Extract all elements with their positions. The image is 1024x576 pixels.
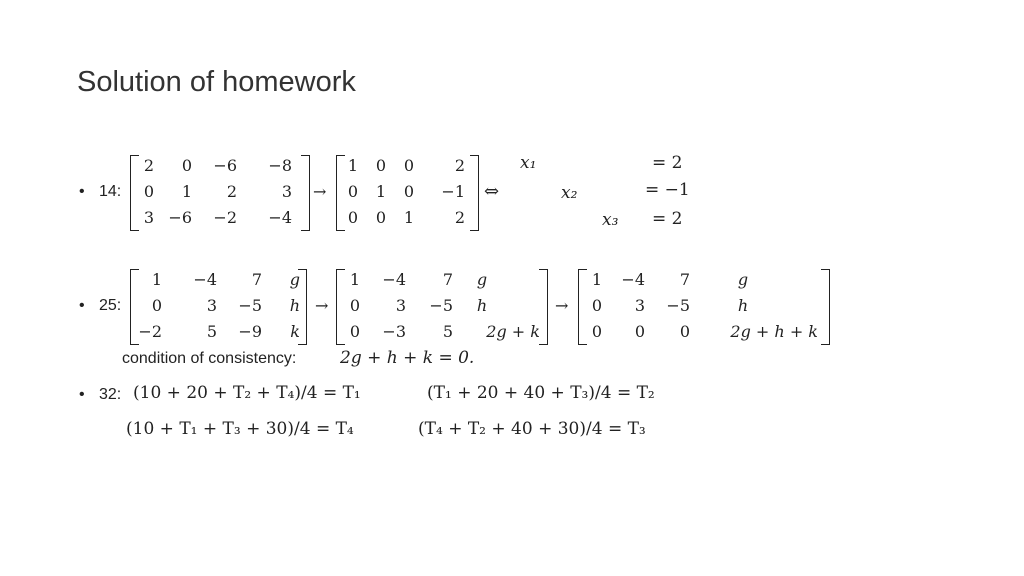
- matrix-cell: −6: [168, 208, 192, 227]
- matrix-cell: 1: [181, 182, 192, 201]
- matrix-cell: −5: [238, 296, 262, 315]
- matrix-cell: 2g + k: [486, 322, 540, 341]
- eq-x1: = 2: [652, 153, 683, 173]
- matrix-cell: h: [289, 296, 300, 315]
- matrix-cell: −5: [666, 296, 690, 315]
- eq-x3: = 2: [652, 209, 683, 229]
- matrix-cell: 3: [206, 296, 217, 315]
- matrix-cell: 1: [403, 208, 414, 227]
- var-x1: x₁: [520, 153, 537, 173]
- matrix-cell: 0: [347, 208, 358, 227]
- matrix-cell: k: [290, 322, 300, 341]
- arrow-25-1: →: [315, 296, 329, 315]
- matrix-cell: 2: [454, 208, 465, 227]
- matrix-cell: g: [737, 270, 749, 289]
- matrix-cell: 0: [634, 322, 645, 341]
- matrix-cell: −4: [193, 270, 217, 289]
- matrix-cell: 3: [395, 296, 406, 315]
- matrix-cell: −8: [268, 156, 292, 175]
- label-32: 32:: [99, 386, 122, 403]
- matrix-cell: 2g + h + k: [730, 322, 818, 341]
- matrix-cell: 0: [349, 322, 360, 341]
- matrix-cell: 0: [403, 182, 414, 201]
- matrix-cell: −9: [238, 322, 262, 341]
- bullet-14: •: [79, 183, 85, 200]
- matrix-cell: 0: [679, 322, 690, 341]
- matrix-cell: 2: [226, 182, 237, 201]
- matrix-cell: −4: [382, 270, 406, 289]
- matrix-cell: 5: [206, 322, 217, 341]
- matrix-cell: g: [476, 270, 488, 289]
- arrow-14: →: [313, 182, 327, 201]
- eq-x2: = −1: [645, 180, 690, 200]
- matrix-cell: 7: [251, 270, 262, 289]
- matrix-cell: −5: [429, 296, 453, 315]
- matrix-cell: 2: [454, 156, 465, 175]
- var-x3: x₃: [602, 210, 619, 230]
- matrix-cell: 0: [403, 156, 414, 175]
- matrix-cell: 1: [591, 270, 602, 289]
- matrix-cell: 0: [143, 182, 154, 201]
- matrix-cell: 0: [375, 208, 386, 227]
- matrix-cell: 0: [591, 296, 602, 315]
- matrix-cell: h: [476, 296, 488, 315]
- equiv-symbol: ⇔: [484, 181, 500, 202]
- matrix-cell: 1: [151, 270, 162, 289]
- matrix-cell: 0: [151, 296, 162, 315]
- matrix-cell: 1: [349, 270, 360, 289]
- matrix-14-b: [336, 155, 479, 231]
- matrix-cell: 3: [281, 182, 292, 201]
- matrix-cell: 0: [347, 182, 358, 201]
- consistency-equation: 2g + h + k = 0.: [340, 348, 475, 368]
- matrix-cell: 3: [634, 296, 645, 315]
- equation-32-4: (T₄ + T₂ + 40 + 30)/4 = T₃: [418, 419, 646, 439]
- equation-32-2: (T₁ + 20 + 40 + T₃)/4 = T₂: [427, 383, 655, 403]
- equation-32-1: (10 + 20 + T₂ + T₄)/4 = T₁: [133, 383, 361, 403]
- matrix-cell: −4: [268, 208, 292, 227]
- matrix-cell: −2: [138, 322, 162, 341]
- matrix-cell: 7: [442, 270, 453, 289]
- var-x2: x₂: [561, 183, 578, 203]
- matrix-cell: 1: [375, 182, 386, 201]
- matrix-cell: 5: [442, 322, 453, 341]
- matrix-cell: −2: [213, 208, 237, 227]
- matrix-cell: 7: [679, 270, 690, 289]
- consistency-label: condition of consistency:: [122, 350, 297, 367]
- matrix-cell: h: [737, 296, 749, 315]
- matrix-cell: 0: [349, 296, 360, 315]
- equation-32-3: (10 + T₁ + T₃ + 30)/4 = T₄: [126, 419, 354, 439]
- matrix-cell: 0: [591, 322, 602, 341]
- slide-title: Solution of homework: [77, 66, 356, 98]
- arrow-25-2: →: [555, 296, 569, 315]
- matrix-cell: −3: [382, 322, 406, 341]
- matrix-25-c: [578, 269, 830, 345]
- matrix-cell: 0: [181, 156, 192, 175]
- bullet-32: •: [79, 386, 85, 403]
- matrix-cell: g: [289, 270, 300, 289]
- label-25: 25:: [99, 297, 122, 314]
- matrix-cell: 1: [347, 156, 358, 175]
- matrix-cell: −1: [441, 182, 465, 201]
- matrix-cell: −4: [621, 270, 645, 289]
- matrix-cell: −6: [213, 156, 237, 175]
- matrix-cell: 3: [143, 208, 154, 227]
- matrix-cell: 0: [375, 156, 386, 175]
- bullet-25: •: [79, 297, 85, 314]
- matrix-cell: 2: [143, 156, 154, 175]
- label-14: 14:: [99, 183, 122, 200]
